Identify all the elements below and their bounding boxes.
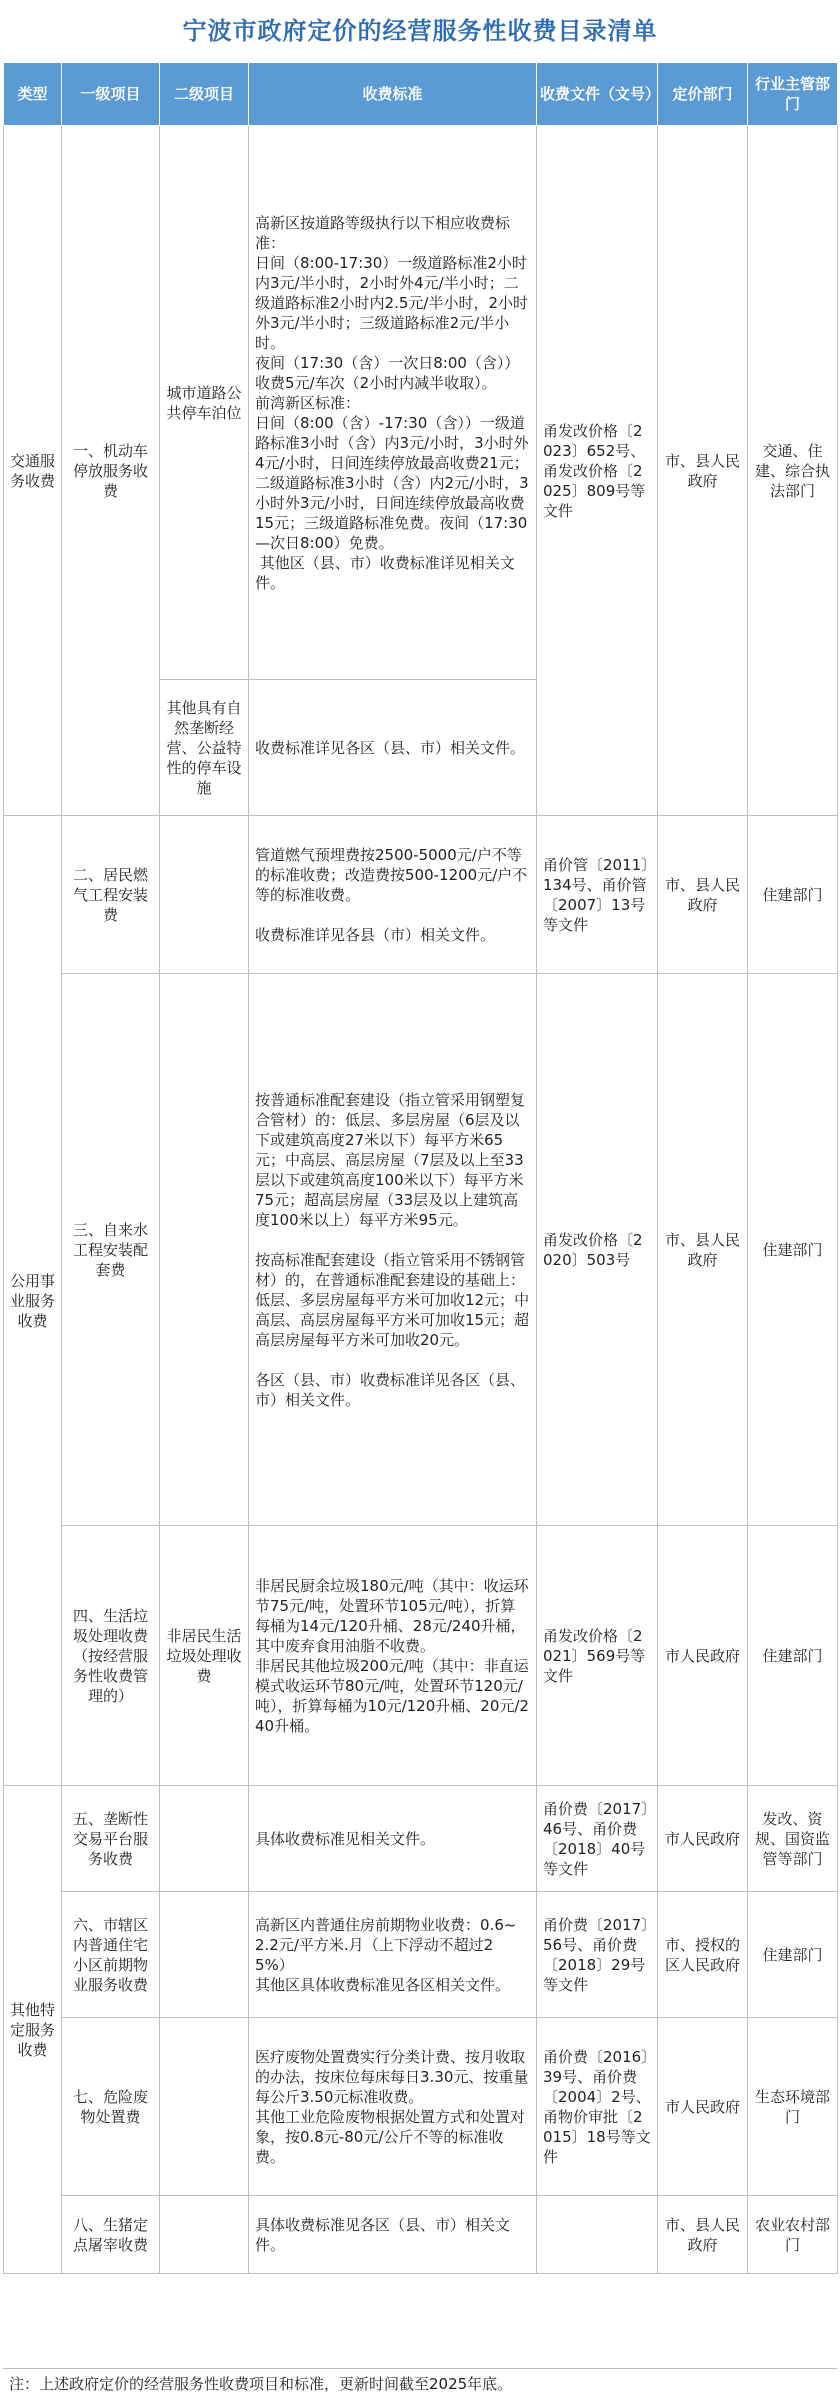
- document-cell: 甬价费〔2017〕46号、甬价费〔2018〕40号等文件: [537, 1786, 658, 1892]
- department-cell: 市人民政府: [658, 1526, 748, 1786]
- header-standard: 收费标准: [249, 63, 537, 126]
- level2-cell: 其他具有自然垄断经营、公益特性的停车设施: [160, 680, 249, 816]
- document-cell: 甬价管〔2011〕134号、甬价管〔2007〕13号等文件: [537, 816, 658, 974]
- standard-cell: [249, 1786, 537, 1892]
- standard-text: 具体收费标准见各区（县、市）相关文件。: [255, 2215, 511, 2254]
- level2-cell: 城市道路公共停车泊位: [160, 126, 249, 680]
- standard-text: 具体收费标准见相关文件。: [255, 1829, 436, 1848]
- level1-cell: 三、自来水工程安装配套费: [62, 974, 160, 1526]
- table-row: [4, 1892, 838, 2018]
- authority-cell: 住建部门: [748, 1526, 838, 1786]
- fee-table: [3, 62, 838, 2274]
- level1-cell: 五、垄断性交易平台服务收费: [62, 1786, 160, 1892]
- standard-cell: [249, 680, 537, 816]
- standard-cell: [249, 1892, 537, 2018]
- authority-cell: 生态环境部门: [748, 2018, 838, 2196]
- standard-cell: [249, 1526, 537, 1786]
- footnote: 注：上述政府定价的经营服务性收费项目和标准，更新时间截至2025年底。: [3, 2368, 837, 2399]
- department-cell: 市人民政府: [658, 1786, 748, 1892]
- table-row: [4, 126, 838, 680]
- level2-cell: [160, 1892, 249, 2018]
- page-title: 宁波市政府定价的经营服务性收费目录清单: [182, 17, 658, 45]
- standard-cell: [249, 2018, 537, 2196]
- authority-cell: 农业农村部门: [748, 2196, 838, 2274]
- standard-cell: [249, 816, 537, 974]
- table-row: [4, 974, 838, 1526]
- level1-cell: 四、生活垃圾处理收费（按经营服务性收费管理的）: [62, 1526, 160, 1786]
- level1-cell: 七、危险废物处置费: [62, 2018, 160, 2196]
- level1-cell: 一、机动车停放服务收费: [62, 126, 160, 816]
- header-department: 定价部门: [658, 63, 748, 126]
- type-cell: 公用事业服务收费: [4, 816, 62, 1786]
- department-cell: 市、县人民政府: [658, 2196, 748, 2274]
- header-level2: 二级项目: [160, 63, 249, 126]
- department-cell: 市、县人民政府: [658, 974, 748, 1526]
- department-cell: 市、授权的区人民政府: [658, 1892, 748, 2018]
- authority-cell: 住建部门: [748, 974, 838, 1526]
- level2-cell: 非居民生活垃圾处理收费: [160, 1526, 249, 1786]
- table-row: [4, 816, 838, 974]
- level2-cell: [160, 974, 249, 1526]
- level2-cell: [160, 2196, 249, 2274]
- standard-text: 高新区按道路等级执行以下相应收费标准： 日间（8:00-17:30）一级道路标准2小时内3元/半小时，2小时外4元/半小时；二级道路标准2小时内2.5元/半小时，2小时外3元/半小时；三级道路标准2元/半小时。 夜间（17:30（含）一次日8:00（含））收费5元/车次（2小时内减半收取）。 前湾新区标准： 日间（8:00（含）-17:30（含））一级道路标准3小时（含）内3元/小时，3小时外4元/小时，日间连续停放最高收费21元；二级道路标准3小时（含）内2元/小时，3小时外3元/小时，日间连续停放最高收费15元；三级道路标准免费。夜间（17:30—次日8:00）免费。 其他区（县、市）收费标准详见相关文件。: [255, 213, 529, 592]
- level2-cell: [160, 2018, 249, 2196]
- document-cell: 甬发改价格〔2021〕569号等文件: [537, 1526, 658, 1786]
- standard-text: 收费标准详见各区（县、市）相关文件。: [255, 738, 526, 757]
- header-document: 收费文件（文号）: [537, 63, 658, 126]
- authority-cell: 住建部门: [748, 1892, 838, 2018]
- standard-text: 按普通标准配套建设（指立管采用钢塑复合管材）的：低层、多层房屋（6层及以下或建筑高度27米以下）每平方米65元；中高层、高层房屋（7层及以上至33层以下或建筑高度100米以下）每平方米75元；超高层房屋（33层及以上建筑高度100米以上）每平方米95元。 按高标准配套建设（指立管采用不锈钢管材）的，在普通标准配套建设的基础上：低层、多层房屋每平方米可加收12元；中高层、高层房屋每平方米可加收15元；超高层房屋每平方米可加收20元。 各区（县、市）收费标准详见各区（县、市）相关文件。: [255, 1090, 530, 1409]
- authority-cell: 发改、资规、国资监管等部门: [748, 1786, 838, 1892]
- department-cell: 市、县人民政府: [658, 126, 748, 816]
- table-row: [4, 2196, 838, 2274]
- standard-cell: [249, 2196, 537, 2274]
- standard-text: 非居民厨余垃圾180元/吨（其中：收运环节75元/吨，处置环节105元/吨），折算每桶为14元/120升桶、28元/240升桶，其中废弃食用油脂不收费。 非居民其他垃圾200元/吨（其中：非直运模式收运环节80元/吨，处置环节120元/吨），折算每桶为10元/120升桶、20元/240升桶。: [255, 1576, 529, 1735]
- standard-text: 高新区内普通住房前期物业收费：0.6~2.2元/平方米.月（上下浮动不超过25%） 其他区具体收费标准见各区相关文件。: [255, 1915, 517, 1994]
- table-row: [4, 1526, 838, 1786]
- authority-cell: 住建部门: [748, 816, 838, 974]
- level1-cell: 二、居民燃气工程安装费: [62, 816, 160, 974]
- table-row: [4, 1786, 838, 1892]
- document-cell: 甬价费〔2016〕39号、甬价费〔2004〕2号、甬物价审批〔2015〕18号等文件: [537, 2018, 658, 2196]
- header-authority: 行业主管部门: [748, 63, 838, 126]
- standard-cell: [249, 126, 537, 680]
- department-cell: 市人民政府: [658, 2018, 748, 2196]
- document-cell: [537, 2196, 658, 2274]
- level2-cell: [160, 816, 249, 974]
- header-level1: 一级项目: [62, 63, 160, 126]
- document-cell: 甬发改价格〔2020〕503号: [537, 974, 658, 1526]
- department-cell: 市、县人民政府: [658, 816, 748, 974]
- document-cell: 甬发改价格〔2023〕652号、甬发改价格〔2025〕809号等文件: [537, 126, 658, 816]
- standard-cell: [249, 974, 537, 1526]
- table-row: [4, 2018, 838, 2196]
- standard-text: 管道燃气预埋费按2500-5000元/户不等的标准收费；改造费按500-1200元/户不等的标准收费。 收费标准详见各县（市）相关文件。: [255, 845, 528, 944]
- level2-cell: [160, 1786, 249, 1892]
- standard-text: 医疗废物处置费实行分类计费、按月收取的办法，按床位每床每日3.30元、按重量每公斤3.50元标准收费。 其他工业危险废物根据处置方式和处置对象，按0.8元-80元/公斤不等的标准收费。: [255, 2047, 529, 2166]
- type-cell: 交通服务收费: [4, 126, 62, 816]
- level1-cell: 八、生猪定点屠宰收费: [62, 2196, 160, 2274]
- table-header-row: [4, 63, 838, 126]
- level1-cell: 六、市辖区内普通住宅小区前期物业服务收费: [62, 1892, 160, 2018]
- type-cell: 其他特定服务收费: [4, 1786, 62, 2274]
- document-cell: 甬价费〔2017〕56号、甬价费〔2018〕29号等文件: [537, 1892, 658, 2018]
- header-type: 类型: [4, 63, 62, 126]
- authority-cell: 交通、住建、综合执法部门: [748, 126, 838, 816]
